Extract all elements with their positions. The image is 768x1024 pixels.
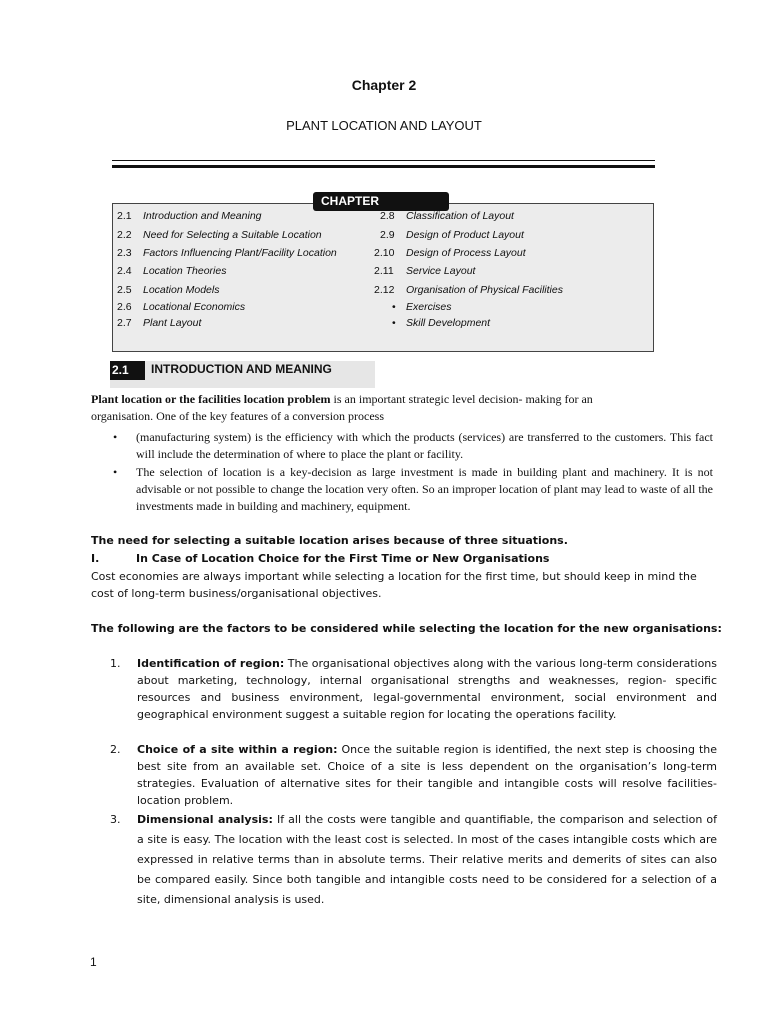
chapter-title: PLANT LOCATION AND LAYOUT	[286, 118, 482, 133]
toc-item: • Exercises	[392, 301, 452, 313]
section-number: 2.1	[110, 361, 145, 380]
bullet-item: • (manufacturing system) is the efficiency with which the products (services) are transferred to the customers. This fact will include the determination of where to place the plant or facility.	[113, 430, 713, 461]
toc-item: 2.8 Classification of Layout	[380, 210, 514, 222]
toc-item: 2.3 Factors Influencing Plant/Facility Location	[117, 247, 337, 259]
intro-bold-lead: Plant location or the facilities location problem	[91, 392, 331, 406]
case-text: Cost economies are always important while selecting a location for the first time, but should keep in mind the cost of long-term business/organisational objectives.	[91, 570, 697, 600]
divider-thick	[112, 165, 655, 168]
toc-item: 2.5 Location Models	[117, 284, 220, 296]
factor-item: 1. Identification of region: The organisational objectives along with the various long-term considerations about marketing, technology, internal organisational strengths and weaknesses, region- specific resources and business environment, legal-governmental environment, social environment and geographical environment suggest a suitable region for locating the operations facility.	[110, 657, 717, 721]
divider-thin	[112, 160, 655, 161]
toc-item: 2.1 Introduction and Meaning	[117, 210, 262, 222]
factors-heading: The following are the factors to be considered while selecting the location for the new organisations:	[91, 622, 722, 635]
need-heading: The need for selecting a suitable location arises because of three situations.	[91, 534, 568, 547]
chapter-heading	[0, 77, 768, 93]
toc-item: 2.7 Plant Layout	[117, 317, 202, 329]
chapter-tab-label: CHAPTER	[313, 192, 449, 211]
toc-item: 2.2 Need for Selecting a Suitable Location	[117, 229, 322, 241]
toc-item: • Skill Development	[392, 317, 491, 329]
toc-item: 2.6 Locational Economics	[117, 301, 246, 313]
toc-item: 2.4 Location Theories	[117, 265, 227, 277]
chapter-label: Chapter 2	[351, 77, 417, 93]
bullet-item: • The selection of location is a key-decision as large investment is made in building plant and machinery. It is not advisable or not possible to change the location very often. So an improper location of plant may lead to waste of all the investments made in building and machinery, equipment.	[113, 465, 713, 513]
chapter-contents-box	[112, 203, 654, 352]
toc-item: 2.11 Service Layout	[374, 265, 476, 277]
toc-item: 2.12 Organisation of Physical Facilities	[374, 284, 563, 296]
case-number: I.	[91, 552, 100, 565]
toc-item: 2.9 Design of Product Layout	[380, 229, 524, 241]
section-title: INTRODUCTION AND MEANING	[151, 362, 332, 376]
intro-paragraph: Plant location or the facilities location problem is an important strategic level decision- making for an organisation. One of the key features of a conversion process	[91, 392, 593, 423]
factor-item: 3. Dimensional analysis: If all the costs were tangible and quantifiable, the comparison and selection of a site is easy. The location with the least cost is selected. In most of the cases intangible costs which are expressed in relative terms than in absolute terms. Their relative merits and demerits of sites can also be compared easily. Since both tangible and intangible costs need to be considered for a selection of a site, dimensional analysis is used.	[110, 813, 717, 906]
page-number: 1	[90, 955, 97, 969]
factor-item: 2. Choice of a site within a region: Once the suitable region is identified, the next step is choosing the best site from an available set. Choice of a site is less dependent on the organisation’s long-term strategies. Evaluation of alternative sites for their tangible and intangible costs will resolve facilities-location problem.	[110, 743, 718, 807]
case-title: In Case of Location Choice for the First Time or New Organisations	[136, 552, 550, 565]
toc-item: 2.10 Design of Process Layout	[374, 247, 526, 259]
